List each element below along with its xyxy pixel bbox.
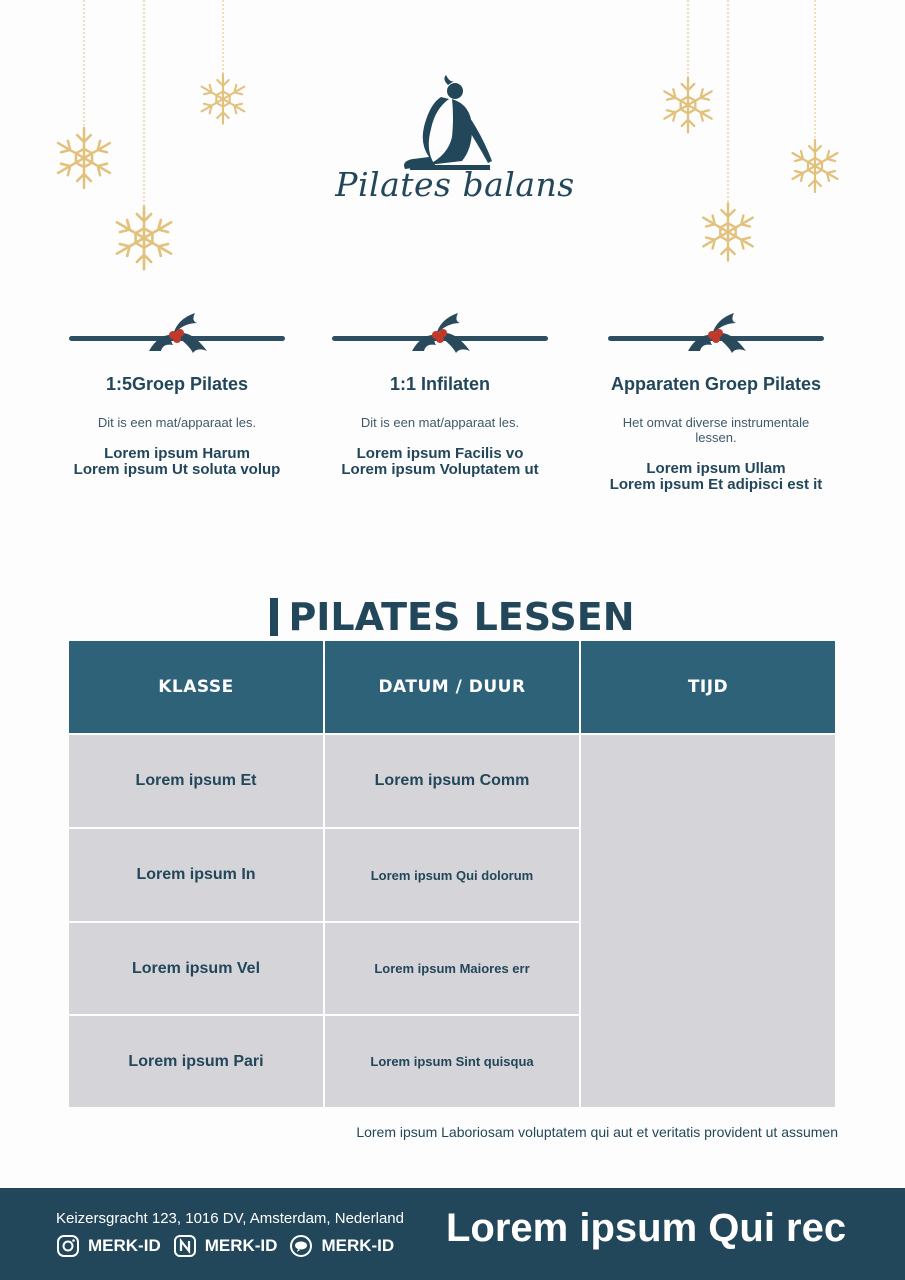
pilates-figure-icon	[330, 75, 580, 175]
service-line: Lorem ipsum Harum	[104, 445, 250, 462]
holly-divider-icon	[608, 305, 824, 355]
social-label: MERK-ID	[88, 1236, 161, 1255]
table-cell-klasse: Lorem ipsum Pari	[69, 1016, 323, 1107]
service-line: Lorem ipsum Et adipisci est it	[609, 476, 823, 493]
social-links	[56, 1234, 406, 1258]
schedule-title	[0, 595, 905, 639]
social-link-n[interactable]	[173, 1234, 278, 1258]
holly-divider-icon	[69, 305, 285, 355]
service-description: Het omvat diverse instrumentale lessen.	[622, 415, 810, 445]
table-header-klasse: KLASSE	[69, 641, 323, 733]
social-link-instagram[interactable]	[56, 1234, 161, 1258]
brand-name: Pilates balans	[335, 165, 575, 204]
service-title: 1:5Groep Pilates	[105, 374, 249, 394]
table-cell-datum: Lorem ipsum Sint quisqua	[325, 1016, 579, 1107]
logo	[330, 75, 580, 215]
social-link-talk[interactable]	[289, 1234, 394, 1258]
table-header-tijd: TIJD	[581, 641, 835, 733]
holly-divider-icon	[332, 305, 548, 355]
table-cell-klasse: Lorem ipsum Vel	[69, 923, 323, 1014]
service-column-3	[601, 305, 831, 493]
table-cell-datum: Lorem ipsum Comm	[325, 735, 579, 827]
service-description: Dit is een mat/apparaat les.	[360, 415, 520, 430]
footer-address: Keizersgracht 123, 1016 DV, Amsterdam, Nederland	[56, 1210, 404, 1227]
service-column-2	[325, 305, 555, 478]
service-line: Lorem ipsum Voluptatem ut	[341, 461, 539, 478]
footer	[0, 1188, 905, 1280]
table-cell-klasse: Lorem ipsum In	[69, 829, 323, 921]
social-label: MERK-ID	[321, 1236, 395, 1255]
service-title: 1:1 Infilaten	[389, 374, 491, 394]
table-cell-tijd	[581, 735, 835, 1107]
table-header-datum: DATUM / DUUR	[325, 641, 579, 733]
service-line: Lorem ipsum Ullam	[646, 460, 786, 477]
schedule-table	[69, 641, 835, 1107]
footer-headline: Lorem ipsum Qui rec	[446, 1206, 847, 1250]
table-cell-datum: Lorem ipsum Maiores err	[325, 923, 579, 1014]
service-line: Lorem ipsum Facilis vo	[356, 445, 524, 462]
service-line: Lorem ipsum Ut soluta volup	[73, 461, 281, 478]
talk-icon	[289, 1234, 313, 1258]
service-column-1	[62, 305, 292, 478]
social-label: MERK-ID	[204, 1236, 278, 1255]
service-description: Dit is een mat/apparaat les.	[97, 415, 257, 430]
schedule-title-text: PILATES LESSEN	[288, 595, 635, 639]
table-cell-klasse: Lorem ipsum Et	[69, 735, 323, 827]
schedule-note: Lorem ipsum Laboriosam voluptatem qui aut et veritatis provident ut assumen	[356, 1124, 838, 1140]
instagram-icon	[56, 1234, 80, 1258]
n-icon	[173, 1234, 197, 1258]
title-bar	[270, 598, 278, 636]
table-cell-datum: Lorem ipsum Qui dolorum	[325, 829, 579, 921]
service-title: Apparaten Groep Pilates	[610, 374, 822, 394]
